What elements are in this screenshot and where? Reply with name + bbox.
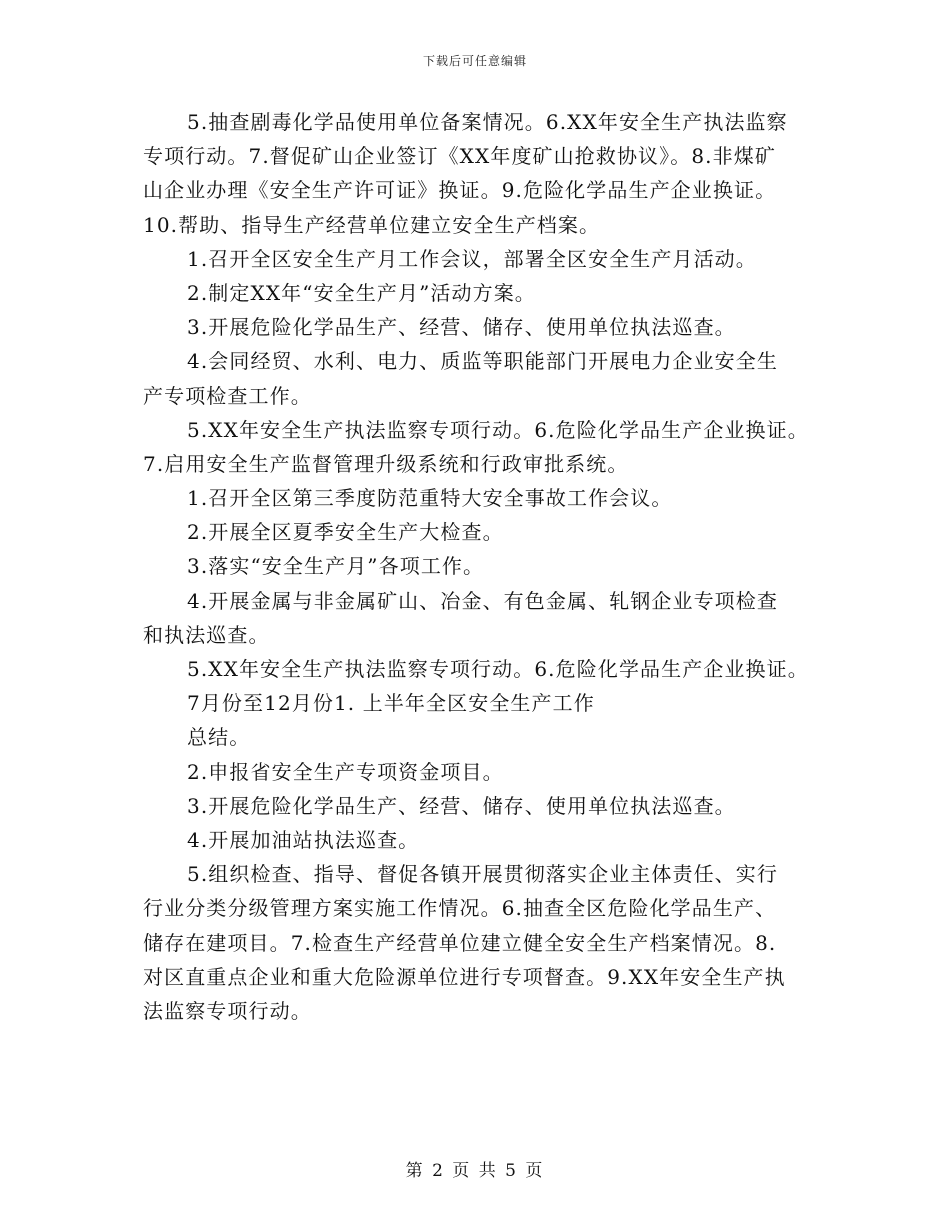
text-line: 储存在建项目。7.检查生产经营单位建立健全安全生产档案情况。8.	[143, 930, 777, 955]
text-line: 和执法巡查。	[143, 622, 270, 647]
text-line: 5.XX年安全生产执法监察专项行动。6.危险化学品生产企业换证。	[187, 417, 809, 442]
text-line: 7.启用安全生产监督管理升级系统和行政审批系统。	[143, 451, 629, 476]
text-line: 产专项检查工作。	[143, 383, 312, 408]
text-line: 行业分类分级管理方案实施工作情况。6.抽查全区危险化学品生产、	[143, 896, 777, 921]
text-line: 山企业办理《安全生产许可证》换证。9.危险化学品生产企业换证。	[143, 178, 777, 203]
text-line: 3.开展危险化学品生产、经营、储存、使用单位执法巡查。	[187, 793, 736, 818]
text-line: 4.开展金属与非金属矿山、冶金、有色金属、轧钢企业专项检查	[187, 588, 778, 613]
text-line: 1.召开全区第三季度防范重特大安全事故工作会议。	[187, 486, 673, 511]
page-header-note: 下载后可任意编辑	[422, 54, 527, 68]
text-line: 7月份至12月份1. 上半年全区安全生产工作	[187, 691, 595, 716]
text-line: 4.开展加油站执法巡查。	[187, 827, 420, 852]
text-line: 总结。	[187, 725, 251, 750]
text-line: 1.召开全区安全生产月工作会议，部署全区安全生产月活动。	[187, 246, 757, 271]
text-line: 5.组织检查、指导、督促各镇开展贯彻落实企业主体责任、实行	[187, 862, 778, 887]
text-line: 2.制定XX年“安全生产月”活动方案。	[187, 280, 536, 305]
text-line: 10.帮助、指导生产经营单位建立安全生产档案。	[143, 212, 601, 237]
text-line: 法监察专项行动。	[143, 998, 312, 1023]
text-line: 5.抽查剧毒化学品使用单位备案情况。6.XX年安全生产执法监察	[187, 110, 788, 134]
text-line: 3.开展危险化学品生产、经营、储存、使用单位执法巡查。	[187, 315, 736, 340]
text-line: 2.开展全区夏季安全生产大检查。	[187, 520, 504, 545]
text-line: 3.落实“安全生产月”各项工作。	[187, 554, 485, 579]
text-line: 4.会同经贸、水利、电力、质监等职能部门开展电力企业安全生	[187, 349, 778, 374]
document-body	[143, 112, 823, 1035]
text-line: 专项行动。7.督促矿山企业签订《XX年度矿山抢救协议》。8.非煤矿	[143, 144, 776, 169]
page-number: 第 2 页 共 5 页	[405, 1161, 545, 1181]
text-line: 5.XX年安全生产执法监察专项行动。6.危险化学品生产企业换证。	[187, 657, 809, 681]
text-line: 2.申报省安全生产专项资金项目。	[187, 759, 504, 784]
text-line: 对区直重点企业和重大危险源单位进行专项督查。9.XX年安全生产执	[143, 964, 786, 989]
